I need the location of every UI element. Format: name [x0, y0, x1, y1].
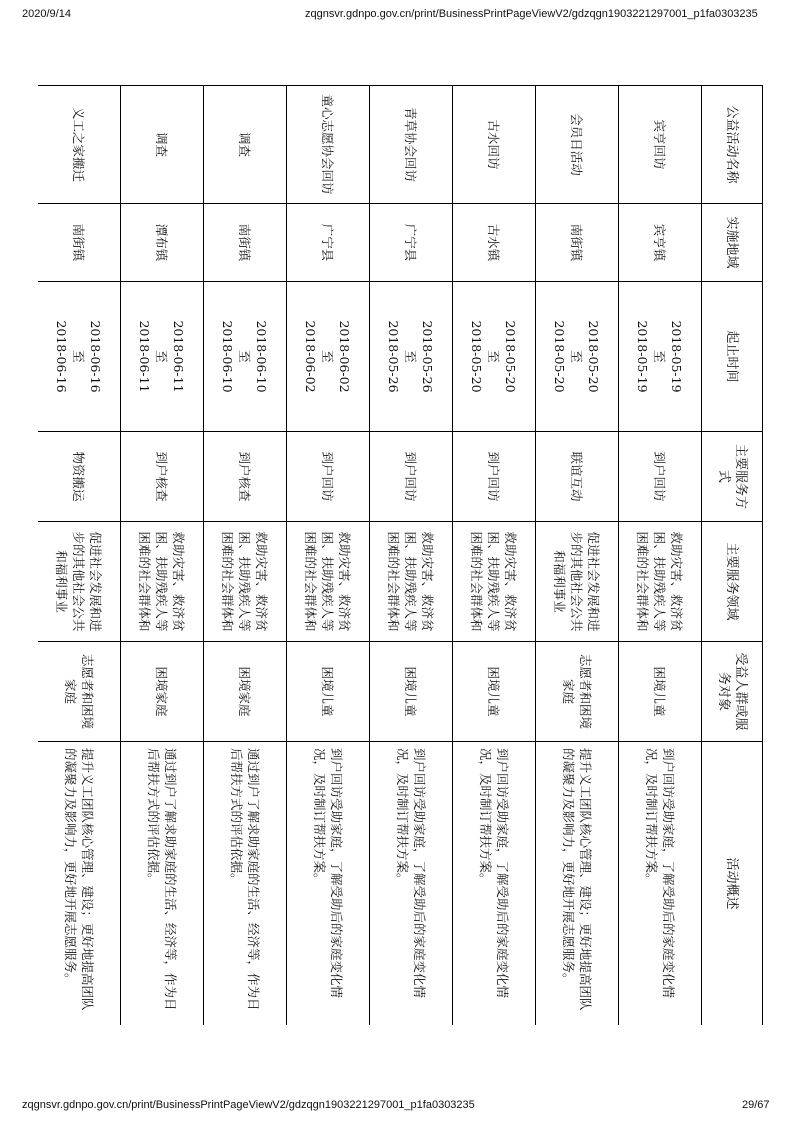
table-header-row — [702, 86, 763, 1026]
end-date: 2018-05-20 — [469, 320, 485, 393]
date-range-cell — [287, 282, 370, 432]
summary-cell: 通过到户了解求助家庭的生活、经济等，作为日后帮扶方式的评估依据。 — [121, 742, 204, 1026]
end-date: 2018-06-10 — [220, 320, 236, 393]
summary-cell: 提升义工团队核心管理、建设；更好地提高团队的凝聚力及影响力，更好地开展志愿服务。 — [536, 742, 619, 1026]
service-field-cell: 救助灾害、救济贫困、扶助残疾人等困难的社会群体和 — [121, 522, 204, 642]
summary-cell: 到户回访受助家庭，了解受助后的家庭变化情况，及时制订帮扶方案。 — [619, 742, 702, 1026]
date-to-label: 至 — [403, 350, 419, 363]
table-row — [204, 86, 287, 1026]
start-date: 2018-05-20 — [586, 320, 602, 393]
region-cell: 广宁县 — [287, 204, 370, 282]
print-footer-url: zqgnsvr.gdnpo.gov.cn/print/BusinessPrintPageViewV2/gdzqgn1903221297001_p1fa0303235 — [22, 1099, 475, 1111]
service-method-cell: 到户核查 — [204, 432, 287, 522]
summary-cell: 提升义工团队核心管理、建设；更好地提高团队的凝聚力及影响力，更好地开展志愿服务。 — [38, 742, 121, 1026]
service-method-cell: 到户回访 — [453, 432, 536, 522]
activity-name-cell: 童心志愿协会回访 — [287, 86, 370, 204]
start-date: 2018-05-19 — [669, 320, 685, 393]
region-cell: 潭布镇 — [121, 204, 204, 282]
activity-name-cell: 会员日活动 — [536, 86, 619, 204]
table-row — [370, 86, 453, 1026]
date-range-cell — [536, 282, 619, 432]
activity-name-cell: 古水回访 — [453, 86, 536, 204]
start-date: 2018-05-20 — [503, 320, 519, 393]
column-header: 起止时间 — [702, 282, 763, 432]
service-method-cell: 到户回访 — [370, 432, 453, 522]
column-header: 实施地域 — [702, 204, 763, 282]
column-header: 主要服务领域 — [702, 522, 763, 642]
table-row — [619, 86, 702, 1026]
service-field-cell: 救助灾害、救济贫困、扶助残疾人等困难的社会群体和 — [204, 522, 287, 642]
table-row — [121, 86, 204, 1026]
date-range-cell — [38, 282, 121, 432]
summary-cell: 到户回访受助家庭，了解受助后的家庭变化情况，及时制订帮扶方案。 — [287, 742, 370, 1026]
date-to-label: 至 — [320, 350, 336, 363]
beneficiary-cell: 志愿者和困境家庭 — [536, 642, 619, 742]
activity-name-cell: 义工之家搬迁 — [38, 86, 121, 204]
table-row — [287, 86, 370, 1026]
date-to-label: 至 — [71, 350, 87, 363]
start-date: 2018-06-16 — [88, 320, 104, 393]
activity-name-cell: 调查 — [121, 86, 204, 204]
end-date: 2018-05-20 — [552, 320, 568, 393]
start-date: 2018-05-26 — [420, 320, 436, 393]
beneficiary-cell: 困境儿童 — [619, 642, 702, 742]
table-body — [38, 86, 702, 1026]
print-header-url: zqgnsvr.gdnpo.gov.cn/print/BusinessPrintPageViewV2/gdzqgn1903221297001_p1fa0303235 — [305, 8, 758, 20]
service-field-cell: 促进社会发展和进步的其他社会公共和福利事业 — [38, 522, 121, 642]
column-header: 主要服务方式 — [702, 432, 763, 522]
table-row — [536, 86, 619, 1026]
service-field-cell: 救助灾害、救济贫困、扶助残疾人等困难的社会群体和 — [370, 522, 453, 642]
date-range-cell — [619, 282, 702, 432]
region-cell: 古水镇 — [453, 204, 536, 282]
end-date: 2018-06-11 — [137, 320, 153, 393]
start-date: 2018-06-02 — [337, 320, 353, 393]
column-header: 活动概述 — [702, 742, 763, 1026]
summary-cell: 到户回访受助家庭，了解受助后的家庭变化情况，及时制订帮扶方案。 — [370, 742, 453, 1026]
date-to-label: 至 — [652, 350, 668, 363]
service-method-cell: 到户核查 — [121, 432, 204, 522]
beneficiary-cell: 困境儿童 — [287, 642, 370, 742]
date-range-cell — [204, 282, 287, 432]
beneficiary-cell: 困境儿童 — [453, 642, 536, 742]
end-date: 2018-05-19 — [635, 320, 651, 393]
column-header: 公益活动名称 — [702, 86, 763, 204]
service-field-cell: 救助灾害、救济贫困、扶助残疾人等困难的社会群体和 — [619, 522, 702, 642]
date-range-cell — [121, 282, 204, 432]
region-cell: 南街镇 — [38, 204, 121, 282]
service-method-cell: 物资搬运 — [38, 432, 121, 522]
beneficiary-cell: 困境家庭 — [204, 642, 287, 742]
date-to-label: 至 — [569, 350, 585, 363]
page-number: 29/67 — [742, 1099, 770, 1111]
activity-name-cell: 调查 — [204, 86, 287, 204]
end-date: 2018-06-02 — [303, 320, 319, 393]
date-to-label: 至 — [237, 350, 253, 363]
start-date: 2018-06-10 — [254, 320, 270, 393]
service-method-cell: 到户回访 — [619, 432, 702, 522]
date-to-label: 至 — [486, 350, 502, 363]
activity-name-cell: 青草协会回访 — [370, 86, 453, 204]
date-range-cell — [453, 282, 536, 432]
beneficiary-cell: 困境儿童 — [370, 642, 453, 742]
table-row — [38, 86, 121, 1026]
service-method-cell: 联谊互动 — [536, 432, 619, 522]
rotated-table-container — [38, 85, 763, 1025]
date-range-cell — [370, 282, 453, 432]
service-field-cell: 促进社会发展和进步的其他社会公共和福利事业 — [536, 522, 619, 642]
region-cell: 广宁县 — [370, 204, 453, 282]
activity-name-cell: 宾亨回访 — [619, 86, 702, 204]
document-page — [38, 85, 763, 1025]
column-header: 受益人群或服务对象 — [702, 642, 763, 742]
date-to-label: 至 — [154, 350, 170, 363]
print-date: 2020/9/14 — [22, 8, 71, 20]
summary-cell: 通过到户了解求助家庭的生活、经济等，作为日后帮扶方式的评估依据。 — [204, 742, 287, 1026]
end-date: 2018-05-26 — [386, 320, 402, 393]
service-method-cell: 到户回访 — [287, 432, 370, 522]
table-row — [453, 86, 536, 1026]
start-date: 2018-06-11 — [171, 320, 187, 393]
activity-table — [38, 85, 763, 1025]
service-field-cell: 救助灾害、救济贫困、扶助残疾人等困难的社会群体和 — [287, 522, 370, 642]
service-field-cell: 救助灾害、救济贫困、扶助残疾人等困难的社会群体和 — [453, 522, 536, 642]
beneficiary-cell: 困境家庭 — [121, 642, 204, 742]
beneficiary-cell: 志愿者和困境家庭 — [38, 642, 121, 742]
summary-cell: 到户回访受助家庭，了解受助后的家庭变化情况，及时制订帮扶方案。 — [453, 742, 536, 1026]
region-cell: 南街镇 — [536, 204, 619, 282]
region-cell: 南街镇 — [204, 204, 287, 282]
end-date: 2018-06-16 — [54, 320, 70, 393]
region-cell: 宾亨镇 — [619, 204, 702, 282]
